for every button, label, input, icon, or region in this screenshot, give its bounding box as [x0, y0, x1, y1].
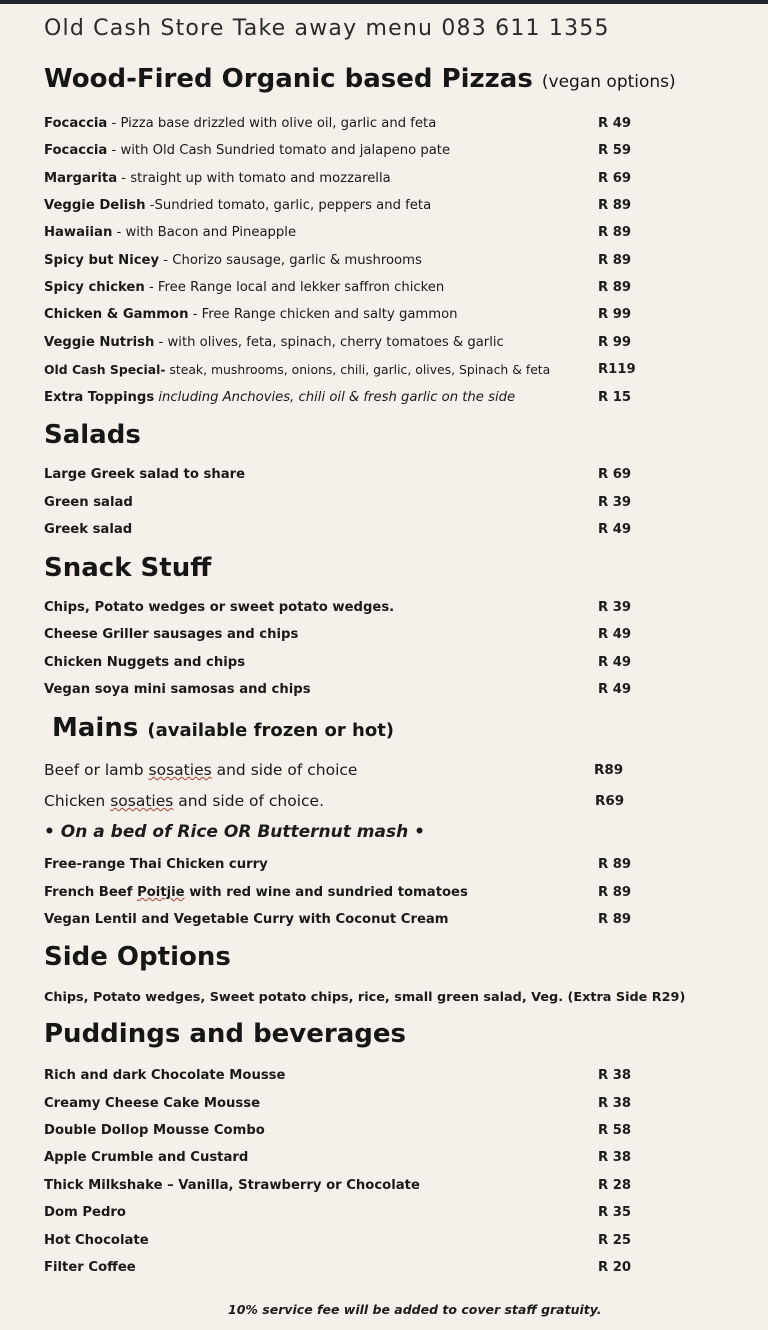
item-price: R 49	[598, 682, 632, 697]
item-price: R 89	[598, 857, 632, 872]
item-price: R 49	[598, 116, 632, 131]
item-name: Old Cash Special-	[44, 362, 166, 377]
section-title-sides: Side Options	[44, 942, 231, 972]
item-name: Veggie Delish	[44, 198, 146, 213]
menu-header: Old Cash Store Take away menu 083 611 1355	[44, 16, 610, 41]
item-price: R 39	[598, 600, 632, 615]
section-note: (available frozen or hot)	[147, 720, 395, 741]
item-price: R 69	[598, 171, 632, 186]
section-title-snacks: Snack Stuff	[44, 553, 212, 583]
item-desc: - with olives, feta, spinach, cherry tomatoes & garlic	[154, 335, 504, 350]
menu-item: Thick Milkshake – Vanilla, Strawberry or Chocolate	[44, 1178, 420, 1193]
menu-item: Greek salad	[44, 522, 133, 537]
menu-item: Cheese Griller sausages and chips	[44, 627, 299, 642]
item-price: R 89	[598, 912, 632, 927]
item-name: Spicy chicken	[44, 280, 145, 295]
item-name-part: and side of choice	[211, 761, 358, 779]
item-name: Chicken & Gammon	[44, 307, 189, 322]
menu-item	[44, 278, 444, 298]
menu-item	[44, 360, 550, 380]
item-price: R 99	[598, 307, 632, 322]
item-price: R 49	[598, 522, 632, 537]
item-price: R89	[594, 762, 624, 778]
section-title-text: Mains	[52, 713, 139, 743]
menu-item	[44, 883, 468, 903]
menu-item: Filter Coffee	[44, 1260, 136, 1275]
menu-item: Free-range Thai Chicken curry	[44, 857, 268, 872]
section-note: (vegan options)	[541, 72, 676, 92]
item-name-part: Beef or lamb	[44, 761, 149, 779]
item-price: R 89	[598, 253, 632, 268]
menu-item: Creamy Cheese Cake Mousse	[44, 1096, 261, 1111]
menu-item: Chips, Potato wedges or sweet potato wedges.	[44, 600, 395, 615]
item-price: R 20	[598, 1260, 632, 1275]
item-price: R 38	[598, 1150, 632, 1165]
item-price: R 49	[598, 655, 632, 670]
item-name-part: Poitjie	[137, 885, 185, 900]
item-desc: including Anchovies, chili oil & fresh garlic on the side	[154, 390, 516, 405]
item-name-part: and side of choice.	[173, 792, 325, 810]
item-desc: - Free Range local and lekker saffron chicken	[144, 280, 445, 295]
item-name-part: sosaties	[148, 761, 212, 779]
item-price: R119	[598, 362, 636, 377]
menu-item	[44, 333, 504, 353]
item-price: R 28	[598, 1178, 632, 1193]
item-price: R69	[595, 793, 625, 809]
section-title-salads: Salads	[44, 420, 141, 450]
item-name-part: sosaties	[110, 792, 174, 810]
menu-item	[44, 141, 450, 161]
item-name-part: Chicken	[44, 792, 111, 810]
section-title-pizzas	[44, 64, 676, 94]
item-price: R 69	[598, 467, 632, 482]
menu-item	[44, 114, 436, 134]
menu-item: Rich and dark Chocolate Mousse	[44, 1068, 286, 1083]
menu-item	[44, 791, 324, 811]
item-price: R 49	[598, 627, 632, 642]
item-desc: steak, mushrooms, onions, chili, garlic, olives, Spinach & feta	[165, 362, 551, 377]
item-name-part: with red wine and sundried tomatoes	[184, 885, 468, 900]
item-price: R 35	[598, 1205, 632, 1220]
item-name-part: French Beef	[44, 885, 138, 900]
item-price: R 15	[598, 390, 632, 405]
item-price: R 89	[598, 198, 632, 213]
menu-item: Dom Pedro	[44, 1205, 126, 1220]
item-name: Focaccia	[44, 143, 108, 158]
item-price: R 38	[598, 1068, 632, 1083]
item-name: Extra Toppings	[44, 390, 155, 405]
mains-subheading: • On a bed of Rice OR Butternut mash •	[44, 822, 425, 842]
menu-item	[44, 760, 357, 780]
item-name: Hawaiian	[44, 225, 113, 240]
item-price: R 59	[598, 143, 632, 158]
top-border	[0, 0, 768, 4]
item-price: R 99	[598, 335, 632, 350]
menu-item: Vegan soya mini samosas and chips	[44, 682, 311, 697]
menu-item	[44, 169, 391, 189]
item-price: R 39	[598, 495, 632, 510]
item-desc: - straight up with tomato and mozzarella	[117, 171, 391, 186]
item-name: Veggie Nutrish	[44, 335, 155, 350]
menu-item: Chicken Nuggets and chips	[44, 655, 246, 670]
menu-item	[44, 196, 431, 216]
item-desc: - with Old Cash Sundried tomato and jalapeno pate	[107, 143, 451, 158]
item-desc: - Chorizo sausage, garlic & mushrooms	[159, 253, 422, 268]
item-desc: -Sundried tomato, garlic, peppers and feta	[145, 198, 432, 213]
section-title-puddings: Puddings and beverages	[44, 1019, 406, 1049]
item-desc: - with Bacon and Pineapple	[112, 225, 297, 240]
item-name: Margarita	[44, 171, 118, 186]
menu-item	[44, 388, 515, 408]
menu-item	[44, 223, 296, 243]
item-desc: - Free Range chicken and salty gammon	[188, 307, 458, 322]
menu-item: Hot Chocolate	[44, 1233, 149, 1248]
side-options-text: Chips, Potato wedges, Sweet potato chips, rice, small green salad, Veg. (Extra Side R29)	[44, 990, 686, 1005]
menu-item: Double Dollop Mousse Combo	[44, 1123, 265, 1138]
section-title-mains	[52, 713, 394, 743]
item-price: R 38	[598, 1096, 632, 1111]
section-title-text: Wood-Fired Organic based Pizzas	[44, 64, 533, 94]
footer-note: 10% service fee will be added to cover staff gratuity.	[228, 1302, 602, 1317]
item-price: R 89	[598, 280, 632, 295]
menu-item: Green salad	[44, 495, 133, 510]
item-name: Spicy but Nicey	[44, 253, 160, 268]
item-desc: - Pizza base drizzled with olive oil, garlic and feta	[107, 116, 437, 131]
item-price: R 25	[598, 1233, 632, 1248]
item-price: R 89	[598, 225, 632, 240]
menu-item: Large Greek salad to share	[44, 467, 246, 482]
item-price: R 58	[598, 1123, 632, 1138]
item-price: R 89	[598, 885, 632, 900]
menu-item: Apple Crumble and Custard	[44, 1150, 249, 1165]
menu-item	[44, 305, 458, 325]
menu-item	[44, 251, 422, 271]
item-name: Focaccia	[44, 116, 108, 131]
menu-item: Vegan Lentil and Vegetable Curry with Coconut Cream	[44, 912, 449, 927]
